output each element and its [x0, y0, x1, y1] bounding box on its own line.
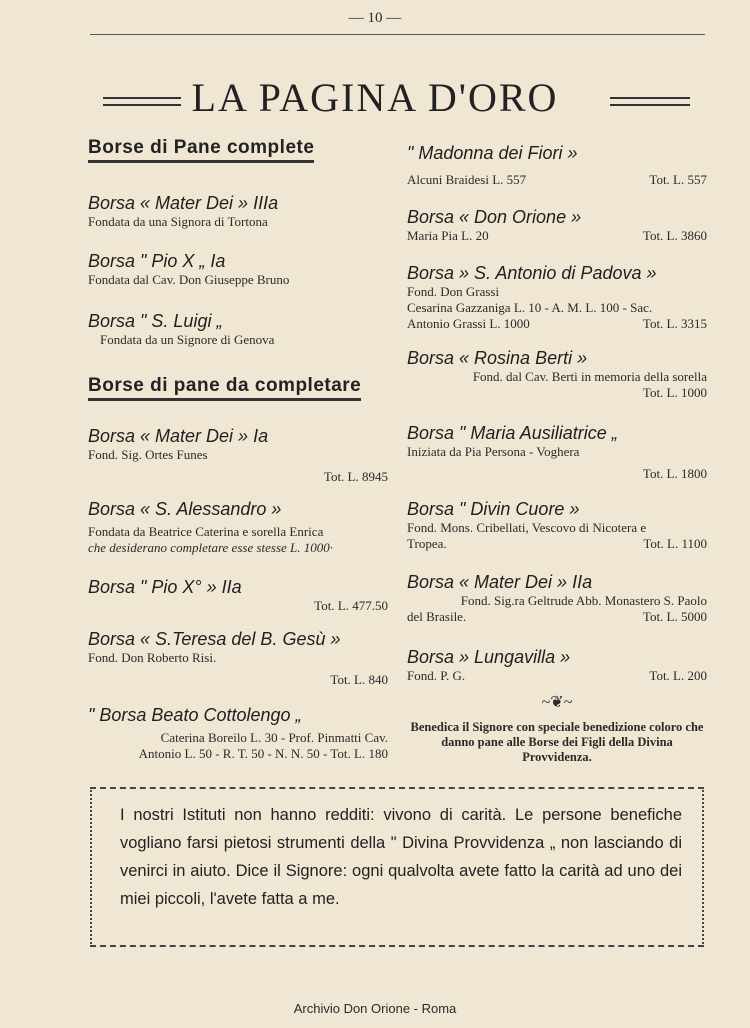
entry-line: Tropea. [407, 536, 447, 551]
entry-lungavilla [407, 646, 707, 684]
entry-total: Tot. L. 8945 [323, 469, 388, 484]
left-heading1-wrap [88, 137, 388, 163]
entry-title: Borsa » S. Antonio di Padova » [407, 263, 657, 283]
entry-line: Fond. Don Grassi [407, 284, 500, 299]
entry-line: Fondata dal Cav. Don Giuseppe Bruno [88, 272, 290, 287]
entry-mater-dei-iii [88, 192, 388, 230]
entry-total: Tot. L. 3315 [642, 316, 707, 331]
entry-total: Tot. L. 477.50 [314, 598, 388, 613]
entry-line: del Brasile. [407, 609, 467, 624]
entry-line: Maria Pia L. 20 [407, 228, 489, 243]
entry-s-teresa [88, 628, 388, 688]
ornament-icon: ~❦~ [541, 694, 573, 711]
entry-pio-x-i [88, 250, 388, 288]
entry-cottolengo [88, 704, 388, 762]
entry-line: Antonio Grassi L. 1000 [407, 316, 530, 331]
entry-title: Borsa « Mater Dei » IIa [407, 572, 593, 592]
entry-title: Borsa « Don Orione » [407, 207, 582, 227]
entry-pio-x-ii [88, 576, 388, 614]
entry-line: Alcuni Braidesi L. 557 [407, 172, 527, 187]
entry-total: Tot. L. 3860 [642, 228, 707, 243]
entry-title: " Madonna dei Fiori » [407, 143, 578, 163]
entry-total: Tot. L. 5000 [642, 609, 707, 624]
entry-title: " Borsa Beato Cottolengo „ [88, 705, 302, 725]
entry-line: Caterina Boreilo L. 30 - Prof. Pinmatti Cav. [160, 730, 388, 745]
entry-line: Fondata da Beatrice Caterina e sorella Enrica [88, 524, 324, 539]
entry-total: Tot. L. 200 [649, 668, 707, 683]
notice-text: I nostri Istituti non hanno redditi: vivono di carità. Le persone benefiche vogliano farsi pietosi strumenti della " Divina Provvidenza „ non lasciando di venirci in aiuto. Dice il Signore: ogni qualvolta avete fatto la carità ad uno dei miei piccoli, l'avete fatta a me. [120, 806, 682, 908]
notice-box [90, 787, 704, 947]
entry-total: Tot. L. 1800 [642, 466, 707, 481]
entry-title: Borsa " Pio X „ Ia [88, 251, 226, 271]
entry-total: Tot. L. 840 [330, 672, 388, 687]
entry-mater-dei-i [88, 425, 388, 485]
heading-to-complete: Borse di pane da completare [88, 378, 361, 401]
entry-line: Fondata da una Signora di Tortona [88, 214, 268, 229]
entry-s-alessandro [88, 498, 388, 556]
top-rule [90, 34, 705, 35]
entry-title: Borsa « Mater Dei » Ia [88, 426, 269, 446]
entry-title: Borsa " Divin Cuore » [407, 499, 580, 519]
entry-maria-ausiliatrice [407, 422, 707, 482]
entry-madonna-fiori [407, 142, 707, 188]
entry-line: Fond. Sig.ra Geltrude Abb. Monastero S. Paolo [460, 593, 707, 608]
entry-don-orione [407, 206, 707, 244]
page-title: LA PAGINA D'ORO [191, 75, 559, 120]
heading-complete: Borse di Pane complete [88, 140, 314, 163]
archive-footer: Archivio Don Orione - Roma [293, 1001, 457, 1016]
entry-line: che desiderano completare esse stesse L. 1000· [88, 540, 334, 555]
entry-s-antonio [407, 262, 707, 332]
entry-total: Tot. L. 1100 [643, 536, 707, 551]
entry-line: Fond. dal Cav. Berti in memoria della sorella [472, 369, 707, 384]
entry-title: Borsa « Mater Dei » IIIa [88, 193, 279, 213]
left-heading2-wrap [88, 375, 388, 401]
entry-line: Fond. Don Roberto Risi. [88, 650, 217, 665]
entry-title: Borsa « Rosina Berti » [407, 348, 588, 368]
entry-title: Borsa " Pio X° » IIa [88, 577, 242, 597]
entry-line: Cesarina Gazzaniga L. 10 - A. M. L. 100 - Sac. [407, 300, 653, 315]
entry-title: Borsa » Lungavilla » [407, 647, 571, 667]
title-rule-right [610, 97, 690, 106]
entry-line: Fondata da un Signore di Genova [100, 332, 275, 347]
entry-s-luigi [88, 310, 388, 348]
entry-line: Fond. P. G. [407, 668, 466, 683]
entry-rosina-berti [407, 347, 707, 401]
entry-mater-dei-ii [407, 571, 707, 625]
entry-divin-cuore [407, 498, 707, 552]
entry-total: Tot. L. 1000 [642, 385, 707, 400]
entry-title: Borsa « S. Alessandro » [88, 499, 282, 519]
entry-title: Borsa « S.Teresa del B. Gesù » [88, 629, 341, 649]
entry-line: Fond. Mons. Cribellati, Vescovo di Nicotera e [407, 520, 647, 535]
entry-title: Borsa " S. Luigi „ [88, 311, 223, 331]
entry-total: Tot. L. 557 [649, 172, 707, 187]
blessing-text: Benedica il Signore con speciale benedizione coloro che danno pane alle Borse dei Figli della Divina Provvidenza. [410, 720, 704, 764]
entry-title: Borsa " Maria Ausiliatrice „ [407, 423, 618, 443]
entry-line: Fond. Sig. Ortes Funes [88, 447, 208, 462]
page-number: — 10 — [348, 10, 402, 26]
entry-line: Antonio L. 50 - R. T. 50 - N. N. 50 - Tot. L. 180 [138, 746, 388, 761]
entry-line: Iniziata da Pia Persona - Voghera [407, 444, 580, 459]
